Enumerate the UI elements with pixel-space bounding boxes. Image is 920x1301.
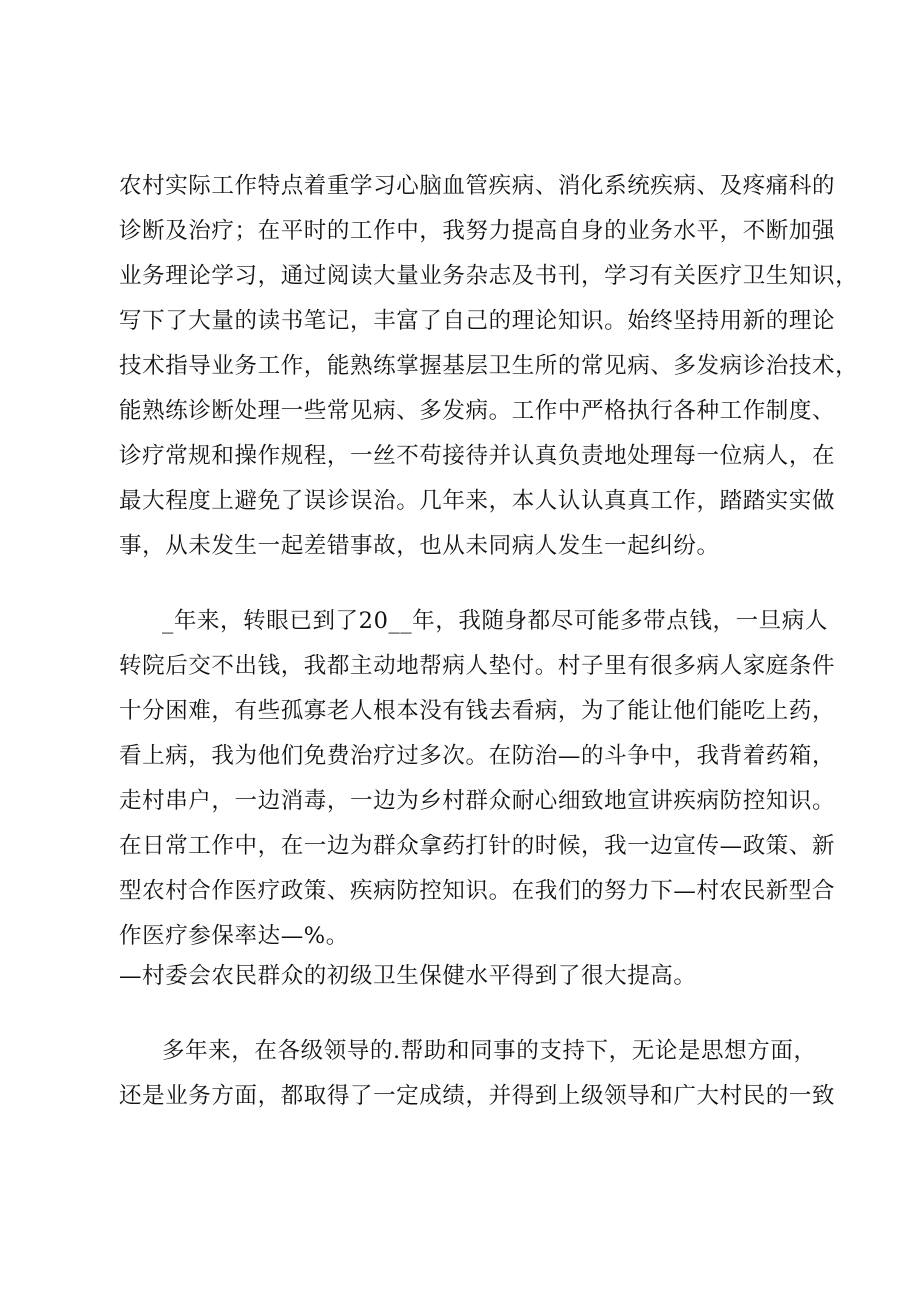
- text-line: 事，从未发生一起差错事故，也从未同病人发生一起纠纷。: [119, 533, 720, 559]
- text-line: 能熟练诊断处理一些常见病、多发病。工作中严格执行各种工作制度、: [119, 398, 836, 424]
- paragraph-start-line: 多年来，在各级领导的.帮助和同事的支持下，无论是思想方面，: [162, 1038, 817, 1064]
- text-line: 写下了大量的读书笔记，丰富了自己的理论知识。始终坚持用新的理论: [119, 308, 836, 334]
- text-line: 转院后交不出钱，我都主动地帮病人垫付。村子里有很多病人家庭条件: [119, 653, 836, 679]
- paragraph-start-line: _年来，转眼已到了20__年，我随身都尽可能多带点钱，一旦病人: [162, 608, 828, 634]
- text-line: 型农村合作医疗政策、疾病防控知识。在我们的努力下—村农民新型合: [119, 878, 836, 904]
- text-line: 看上病，我为他们免费治疗过多次。在防治—的斗争中，我背着药箱，: [119, 743, 836, 769]
- text-line: 业务理论学习，通过阅读大量业务杂志及书刊，学习有关医疗卫生知识，: [119, 263, 859, 289]
- text-line: 走村串户，一边消毒，一边为乡村群众耐心细致地宣讲疾病防控知识。: [119, 788, 836, 814]
- text-line: —村委会农民群众的初级卫生保健水平得到了很大提高。: [119, 963, 697, 989]
- text-line: 作医疗参保率达—%。: [119, 923, 349, 949]
- text-line: 在日常工作中，在一边为群众拿药打针的时候，我一边宣传—政策、新: [119, 833, 836, 859]
- text-line: 还是业务方面，都取得了一定成绩，并得到上级领导和广大村民的一致: [119, 1083, 836, 1109]
- text-line: 诊断及治疗；在平时的工作中，我努力提高自身的业务水平，不断加强: [119, 218, 836, 244]
- text-line: 技术指导业务工作，能熟练掌握基层卫生所的常见病、多发病诊治技术，: [119, 353, 859, 379]
- text-line: 最大程度上避免了误诊误治。几年来，本人认认真真工作，踏踏实实做: [119, 488, 836, 514]
- text-line: 农村实际工作特点着重学习心脑血管疾病、消化系统疾病、及疼痛科的: [119, 173, 836, 199]
- text-line: 十分困难，有些孤寡老人根本没有钱去看病，为了能让他们能吃上药，: [119, 698, 836, 724]
- text-line: 诊疗常规和操作规程，一丝不苟接待并认真负责地处理每一位病人，在: [119, 443, 836, 469]
